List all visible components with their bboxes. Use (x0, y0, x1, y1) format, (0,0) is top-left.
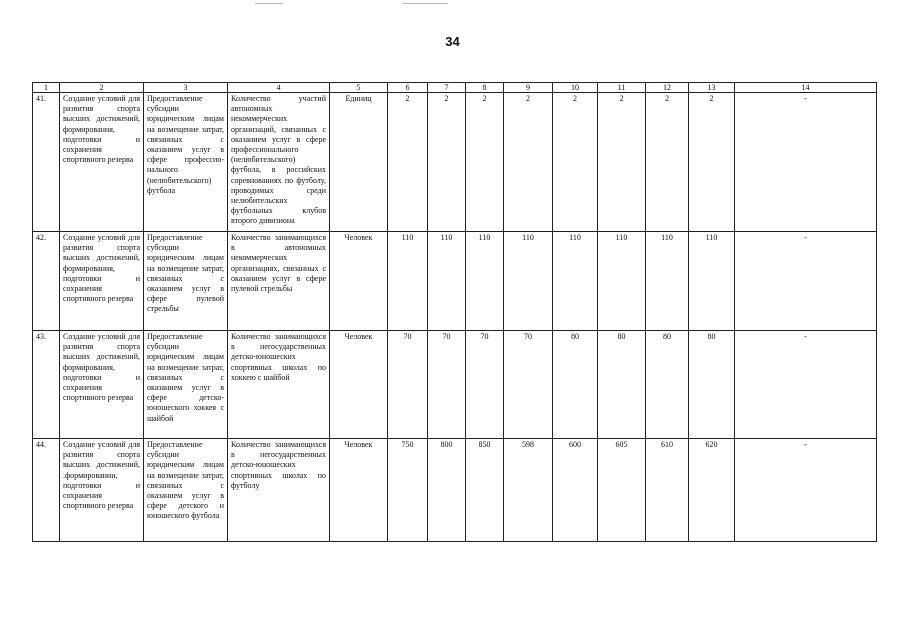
value-cell: 598 (504, 439, 553, 542)
header-cell: 13 (689, 83, 735, 93)
header-cell: 6 (388, 83, 428, 93)
table-row (33, 93, 877, 232)
page-number: 34 (445, 34, 460, 49)
unit-cell: Человек (330, 439, 388, 542)
value-cell: 80 (598, 331, 646, 439)
top-rule-right (402, 3, 448, 4)
unit-cell: Человек (330, 331, 388, 439)
table-row (33, 232, 877, 331)
event-cell: Создание условий для развития спорта высших достижений, формирования, подготовки и сохранения спортивного резерва (60, 93, 144, 232)
indicator-cell: Количество занимающихся в негосударственных детско-юношеских спортивных школах по хоккею с шайбой (228, 331, 330, 439)
indicator-cell: Количество занимающихся в автономных некоммерческих организациях, связанных с оказанием услуг в сфере пулевой стрельбы (228, 232, 330, 331)
table-row (33, 331, 877, 439)
value-cell: 2 (504, 93, 553, 232)
event-cell: Создание условий для развития спорта высших достижений, формирования, подготовки и сохранения спортивного резерва (60, 331, 144, 439)
value-cell: 70 (504, 331, 553, 439)
header-cell: 11 (598, 83, 646, 93)
note-cell: - (735, 232, 877, 331)
value-cell: 110 (646, 232, 689, 331)
value-cell: 110 (598, 232, 646, 331)
value-cell: 80 (646, 331, 689, 439)
event-cell: Создание условий для развития спорта высших достижений, .формировании, подготовки и сохранения спортивного резерва (60, 439, 144, 542)
event-cell: Создание условий для развития спорта высших достижений, формирования, подготовки и сохранения спортивного резерва (60, 232, 144, 331)
row-number: 44. (33, 439, 60, 542)
header-cell: 14 (735, 83, 877, 93)
note-cell: - (735, 93, 877, 232)
measure-cell: Предоставление субсидии юридическим лицам на возмещение затрат, связанных с оказанием услуг в сфере пулевой стрельбы (144, 232, 228, 331)
header-cell: 10 (553, 83, 598, 93)
value-cell: 750 (388, 439, 428, 542)
row-number: 43. (33, 331, 60, 439)
header-cell: 12 (646, 83, 689, 93)
indicators-table (32, 82, 877, 542)
value-cell: 110 (504, 232, 553, 331)
top-rule-left (255, 3, 283, 4)
value-cell: 70 (428, 331, 466, 439)
header-cell: 8 (466, 83, 504, 93)
note-cell: - (735, 331, 877, 439)
measure-cell: Предоставление субсидии юридическим лицам на возмещение затрат, связанных с оказанием услуг в сфере детского и юношеского футбола (144, 439, 228, 542)
row-number: 42. (33, 232, 60, 331)
value-cell: 2 (689, 93, 735, 232)
indicator-cell: Количество участий автономных некоммерческих организаций, связанных с оказанием услуг в сфере профессионального (нелюбительского) футбола, в российских соревнованиях по футболу, проводимых среди нелюбительских футбольных клубов второго дивизиона (228, 93, 330, 232)
value-cell: 800 (428, 439, 466, 542)
header-cell: 3 (144, 83, 228, 93)
value-cell: 80 (553, 331, 598, 439)
header-cell: 5 (330, 83, 388, 93)
note-cell: - (735, 439, 877, 542)
header-cell: 7 (428, 83, 466, 93)
value-cell: 2 (598, 93, 646, 232)
value-cell: 110 (428, 232, 466, 331)
measure-cell: Предоставление субсидии юридическим лицам на возмещение затрат, связанных с оказанием услуг в сфере детско-юношеского хоккея с шайбой (144, 331, 228, 439)
header-row (33, 83, 877, 93)
measure-cell: Предоставление субсидии юридическим лицам на возмещение затрат, связанных с оказанием услуг в сфере профессио-нального (нелюбительского) футбола (144, 93, 228, 232)
unit-cell: Человек (330, 232, 388, 331)
header-cell: 1 (33, 83, 60, 93)
row-number: 41. (33, 93, 60, 232)
unit-cell: Единиц (330, 93, 388, 232)
value-cell: 70 (466, 331, 504, 439)
value-cell: 850 (466, 439, 504, 542)
value-cell: 70 (388, 331, 428, 439)
table-row (33, 439, 877, 542)
value-cell: 620 (689, 439, 735, 542)
value-cell: 110 (466, 232, 504, 331)
value-cell: 2 (428, 93, 466, 232)
value-cell: 2 (646, 93, 689, 232)
header-cell: 9 (504, 83, 553, 93)
value-cell: 80 (689, 331, 735, 439)
header-cell: 4 (228, 83, 330, 93)
value-cell: 110 (689, 232, 735, 331)
value-cell: 605 (598, 439, 646, 542)
value-cell: 600 (553, 439, 598, 542)
value-cell: 110 (553, 232, 598, 331)
header-cell: 2 (60, 83, 144, 93)
value-cell: 2 (466, 93, 504, 232)
value-cell: 110 (388, 232, 428, 331)
value-cell: 2 (553, 93, 598, 232)
value-cell: 2 (388, 93, 428, 232)
indicator-cell: Количество занимающихся в негосударственных детско-юношеских спортивных школах по футболу (228, 439, 330, 542)
value-cell: 610 (646, 439, 689, 542)
